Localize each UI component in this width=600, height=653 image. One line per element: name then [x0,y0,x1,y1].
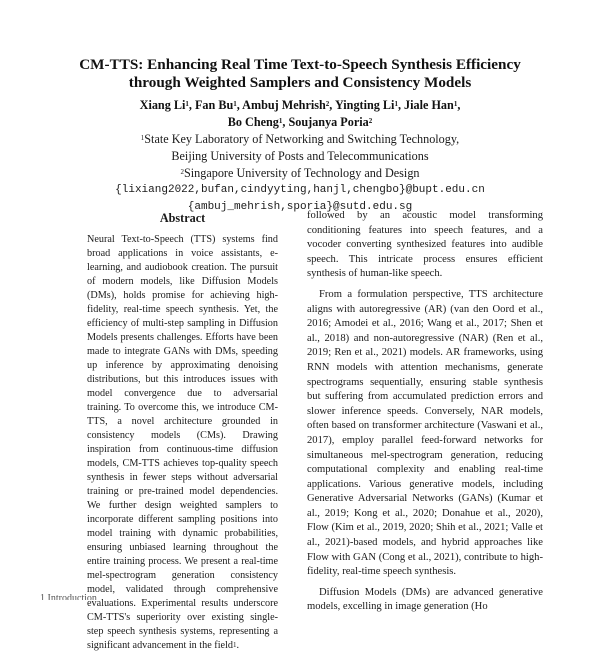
abstract-body [87,233,278,653]
title-line-1: CM-TTS: Enhancing Real Time Text-to-Speech Synthesis Efficiency [79,56,521,73]
intro-paragraph-2: From a formulation perspective, TTS architecture aligns with autoregressive (AR) (van den Oord et al., 2016; Amodei et al., 2016; Wang et al., 2017; Shen et al., 2018) and non-autoregressive (NAR) (Ren et al., 2019; Ren et al., 2021) models. AR frameworks, using RNN models with attention mechanisms, generate spectrograms sequentially, ensuring stable synthesis but suffering from accumulated prediction errors and slower inference speeds. Conversely, NAR models, often based on transformer architecture (Vaswani et al., 2017), employ parallel feed-forward networks for simultaneous mel-spectrogram generation, reducing computational complexity and enabling real-time applications. Various generative models, including Generative Adversarial Networks (GANs) (Kumar et al., 2019; Kong et al., 2020; Donahue et al., 2020), Flow (Kim et al., 2019, 2020; Shih et al., 2021; Valle et al., 2021)-based models, and hybrid approaches like Flow with GAN (Cong et al., 2021), contribute to high-fidelity, real-time speech synthesis. [307,288,543,578]
abstract-heading: Abstract [159,211,206,225]
affiliation-text: State Key Laboratory of Networking and Switching Technology, [144,132,460,146]
affiliations [40,131,560,216]
author-name: Jiale Han [404,98,454,112]
abstract-text [87,233,278,653]
author-name: Fan Bu [194,98,234,112]
affiliation-1-line-2: Beijing University of Posts and Telecommunications [171,149,429,163]
author-name: Ambuj Mehrish [242,98,326,112]
author-name: Xiang Li [139,98,186,112]
section-heading-cutoff: 1 Introduction [40,594,97,600]
intro-paragraph-3: Diffusion Models (DMs) are advanced generative models, excelling in image generation (Ho [307,586,543,613]
author-name: Soujanya Poria [288,115,369,129]
author-affiliation-mark: 1 [185,100,189,108]
abstract-end: . [236,640,240,651]
author-name: Bo Cheng [227,115,279,129]
authors-line-2: Bo Cheng$^1$, Soujanya Poria$^2$ [227,115,373,129]
author-affiliation-mark: 1 [278,117,283,125]
affiliation-mark: 2 [180,168,184,176]
authors-line-1: Xiang Li$^1$, Fan Bu$^1$, Ambuj Mehrish$^2$, Yingting Li$^1$, Jiale Han$^1$, [139,98,461,112]
intro-paragraph-1: followed by an acoustic model transforming conditioning features into speech features, and a vocoder converting synthesized features into audible speech. This intricate process ensures efficient synthesis of human-like speech. [307,210,543,280]
author-list [40,97,560,131]
author-affiliation-mark: 1 [394,100,398,108]
affiliation-2 [40,165,560,182]
author-affiliation-mark: 1 [453,100,458,108]
email-line-1: {lixiang2022,bufan,cindyyting,hanjl,chengbo}@bupt.edu.cn [115,184,485,196]
abstract-paragraph: Neural Text-to-Speech (TTS) systems find broad applications in voice assistants, e-learning, and audiobook creation. The pursuit of modern models, like Diffusion Models (DMs), holds promise for achieving high-fidelity, real-time speech synthesis. Yet, the efficiency of multi-step sampling in Diffusion Models presents challenges. Efforts have been made to integrate GANs with DMs, speeding up inference by approximating denoising distributions, but this introduces issues with model convergence due to adversarial training. To overcome this, we introduce CM-TTS, a novel architecture grounded in consistency models (CMs). Drawing inspiration from continuous-time diffusion models, CM-TTS achieves top-quality speech synthesis in fewer steps without adversarial training or pre-trained model dependencies. We further design weighted samplers to incorporate different sampling positions into model training with dynamic probabilities, ensuring unbiased learning throughout the entire training process. We present a real-time mel-spectrogram generation consistency model, validated through comprehensive evaluations. Experimental results underscore CM-TTS's superiority over existing single-step speech synthesis systems, representing a significant advancement in the field [87,234,278,651]
affiliation-mark: 1 [140,134,145,142]
right-column [307,209,543,621]
title-line-2: through Weighted Samplers and Consistency Models [128,74,472,91]
author-affiliation-mark: 2 [368,117,373,125]
author-name: Yingting Li [334,98,395,112]
email-line-2: {ambuj_mehrish,sporia}@sutd.edu.sg [187,201,413,213]
footnote-mark: 1 [232,641,237,649]
author-affiliation-mark: 2 [325,100,330,108]
paper-title [40,56,560,92]
author-affiliation-mark: 1 [233,100,237,108]
affiliation-1-line-1 [40,131,560,148]
affiliation-text: Singapore University of Technology and Design [183,166,420,180]
